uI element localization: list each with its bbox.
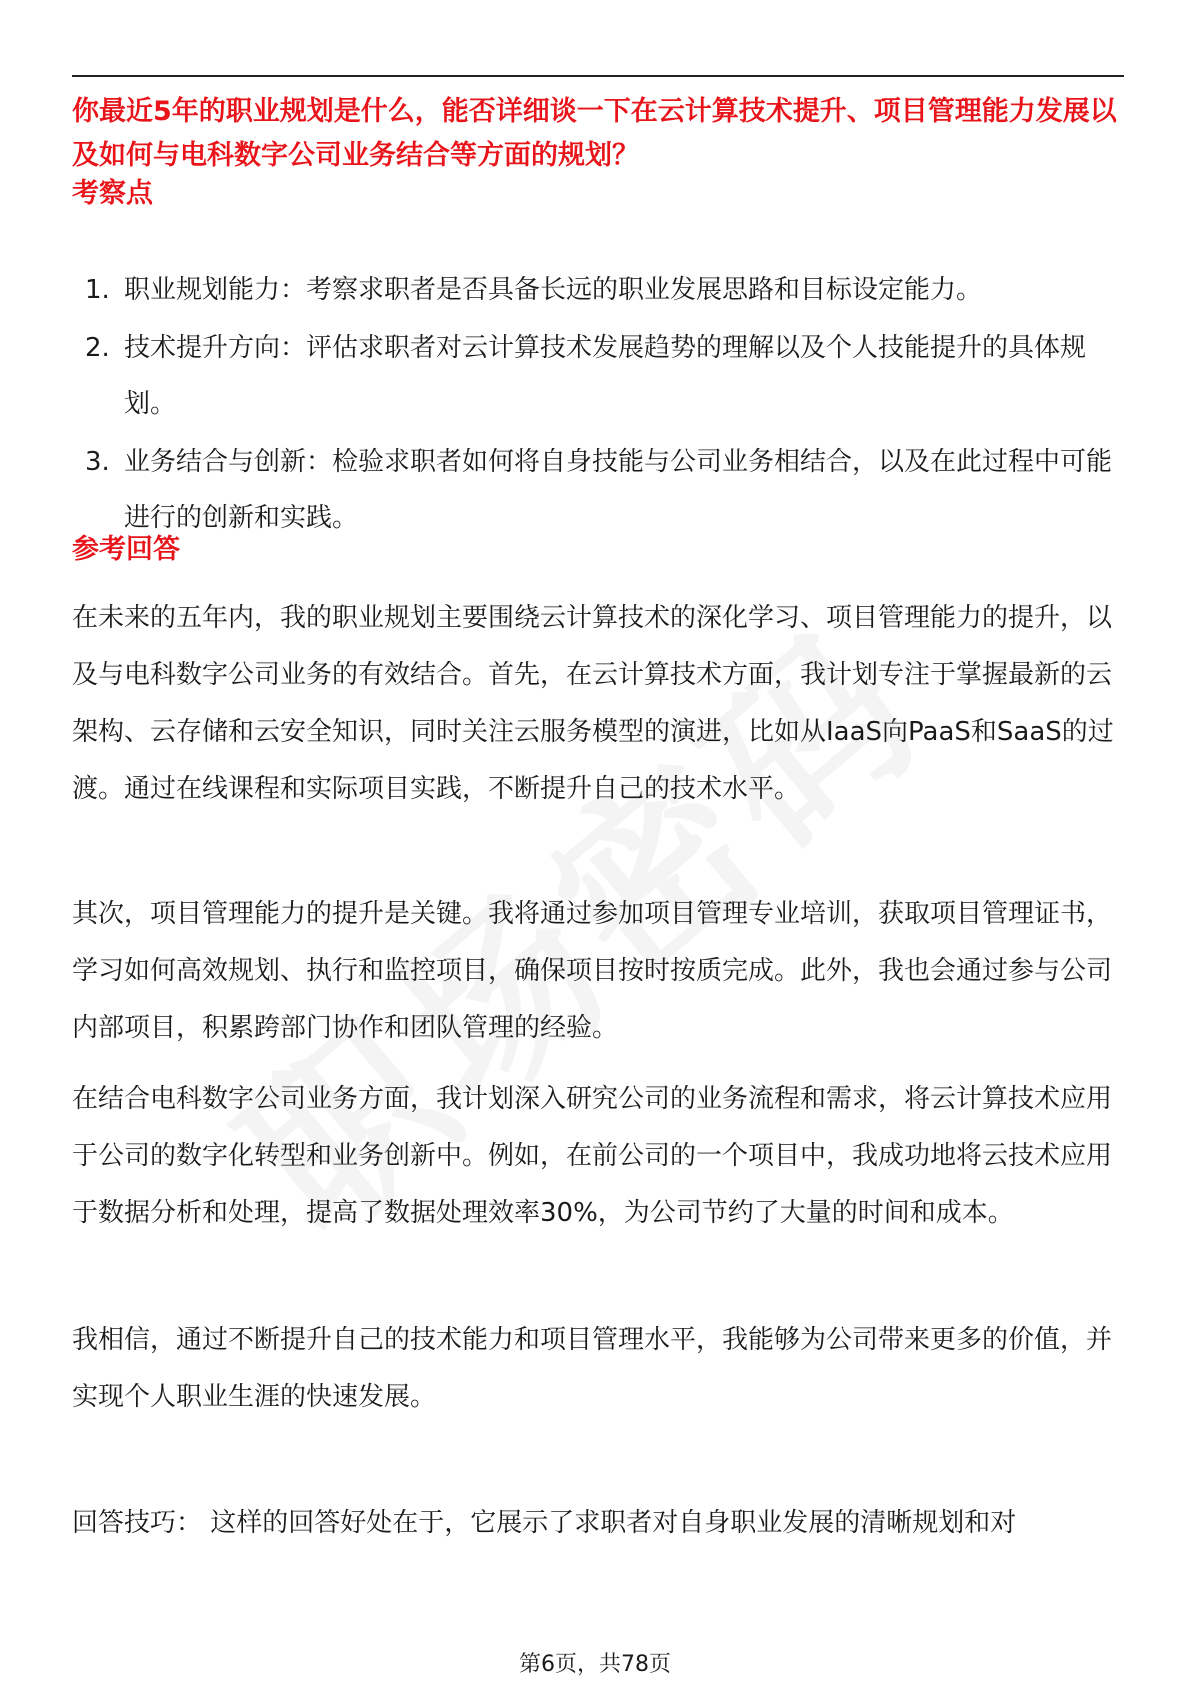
list-number: 3. bbox=[85, 447, 110, 477]
list-item bbox=[72, 262, 1124, 318]
answer-paragraph: 在结合电科数字公司业务方面，我计划深入研究公司的业务流程和需求，将云计算技术应用于公司的数字化转型和业务创新中。例如，在前公司的一个项目中，我成功地将云技术应用于数据分析和处理，提高了数据处理效率30%，为公司节约了大量的时间和成本。 bbox=[72, 1084, 1113, 1228]
top-rule bbox=[72, 75, 1124, 77]
answer-paragraph: 在未来的五年内，我的职业规划主要围绕云计算技术的深化学习、项目管理能力的提升，以及与电科数字公司业务的有效结合。首先，在云计算技术方面，我计划专注于掌握最新的云架构、云存储和云安全知识，同时关注云服务模型的演进，比如从IaaS向PaaS和SaaS的过渡。通过在线课程和实际项目实践，不断提升自己的技术水平。 bbox=[72, 603, 1114, 804]
points-list bbox=[72, 262, 1124, 546]
answer-tips: 回答技巧： 这样的回答好处在于，它展示了求职者对自身职业发展的清晰规划和对 bbox=[72, 1508, 1017, 1538]
list-text: 业务结合与创新：检验求职者如何将自身技能与公司业务相结合，以及在此过程中可能进行的创新和实践。 bbox=[124, 447, 1113, 533]
list-number: 1. bbox=[85, 275, 110, 305]
section-title-points: 考察点 bbox=[72, 178, 153, 209]
question-heading: 你最近5年的职业规划是什么，能否详细谈一下在云计算技术提升、项目管理能力发展以及如何与电科数字公司业务结合等方面的规划？ bbox=[72, 96, 1117, 171]
section-title-answer: 参考回答 bbox=[72, 534, 180, 565]
list-text: 技术提升方向：评估求职者对云计算技术发展趋势的理解以及个人技能提升的具体规划。 bbox=[124, 333, 1087, 419]
list-item bbox=[72, 320, 1124, 432]
list-text: 职业规划能力：考察求职者是否具备长远的职业发展思路和目标设定能力。 bbox=[124, 275, 983, 305]
answer-paragraph: 我相信，通过不断提升自己的技术能力和项目管理水平，我能够为公司带来更多的价值，并实现个人职业生涯的快速发展。 bbox=[72, 1325, 1113, 1412]
answer-paragraph: 其次，项目管理能力的提升是关键。我将通过参加项目管理专业培训，获取项目管理证书，学习如何高效规划、执行和监控项目，确保项目按时按质完成。此外，我也会通过参与公司内部项目，积累跨部门协作和团队管理的经验。 bbox=[72, 899, 1113, 1043]
page-number: 第6页，共78页 bbox=[519, 1652, 671, 1677]
list-number: 2. bbox=[85, 333, 110, 363]
